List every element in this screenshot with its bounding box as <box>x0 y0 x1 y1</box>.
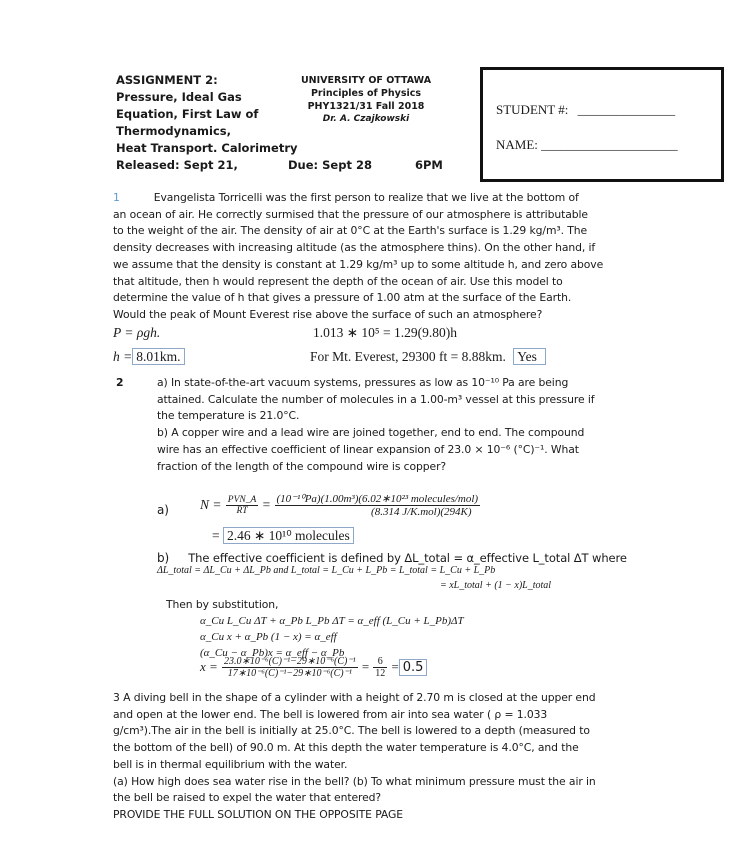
name-row <box>496 137 678 153</box>
substitution-line: α_Cu x + α_Pb (1 − x) = α_eff <box>200 631 337 643</box>
instructor-name: Dr. A. Czajkowski <box>322 114 410 124</box>
assignment-line: Equation, First Law of <box>116 107 259 121</box>
substitution-line: (α_Cu − α_Pb)x = α_eff − α_Pb <box>200 647 345 659</box>
h-answer-row <box>113 349 185 365</box>
problem-text-line: to the weight of the air. The density of air at 0°C at the Earth's surface is 1.29 kg/m³. The <box>113 224 588 238</box>
solution-a-equation: N = $\frac{\text{PVN\_A}}{RT}$ = $\frac{\text{(10⁻¹⁰Pa)(1.00m³)(6.02∗10²³ molecules/mol)}}{\text{(8.314 J/K.mol)(294K)}}$ <box>200 493 479 518</box>
solution-b-row <box>157 547 627 567</box>
six-twelfths-fraction <box>373 656 387 679</box>
x-answer-box: 0.5 <box>399 659 428 676</box>
problem-text-line: the bottom of the bell) of 90.0 m. At this depth the water temperature is 4.0°C, and the <box>113 741 579 755</box>
assignment-line: Pressure, Ideal Gas <box>116 90 242 104</box>
substitution-line: α_Cu L_Cu ΔT + α_Pb L_Pb ΔT = α_eff (L_Cu + L_Pb)ΔT <box>200 615 464 627</box>
assignment-title-block <box>116 72 316 157</box>
fraction-numerator: 23.0∗10⁻⁶(C)⁻¹−29∗10⁻⁶(C)⁻¹ <box>223 656 356 667</box>
h-answer-box: 8.01km. <box>132 348 184 365</box>
everest-text: For Mt. Everest, 29300 ft = 8.88km. <box>310 349 506 364</box>
solution-b-text: The effective coefficient is defined by ΔL_total = α_effective L_total ΔT where <box>188 551 627 565</box>
student-info-box <box>480 67 724 182</box>
instruction-line: PROVIDE THE FULL SOLUTION ON THE OPPOSITE PAGE <box>113 807 404 821</box>
n-lhs: N = <box>200 497 222 512</box>
problem-text-line: (a) How high does sea water rise in the bell? (b) To what minimum pressure must the air in <box>113 774 596 788</box>
solution-b-line: ΔL_total = ΔL_Cu + ΔL_Pb and L_total = L_Cu + L_Pb = L_total = L_Cu + L_Pb <box>157 565 496 576</box>
name-label: NAME: <box>496 137 538 152</box>
formula-pgh: P = ρgh. <box>113 325 161 340</box>
student-number-label: STUDENT #: <box>496 102 569 117</box>
everest-row <box>310 349 546 365</box>
fraction-numerator: 6 <box>373 656 387 668</box>
solution-a-result: = 2.46 ∗ 10¹⁰ molecules <box>212 528 354 544</box>
problem-number: 2 <box>116 376 124 389</box>
problem-3 <box>113 690 653 824</box>
problem-text-line: and open at the lower end. The bell is lowered from air into sea water ( ρ = 1.033 <box>113 707 548 721</box>
course-info <box>296 74 436 126</box>
problem-text-line: an ocean of air. He correctly surmised that the pressure of our atmosphere is attributable <box>113 207 588 221</box>
problem-text-line: bell is in thermal equilibrium with the water. <box>113 757 348 771</box>
molecules-answer-box: 2.46 ∗ 10¹⁰ molecules <box>223 527 354 544</box>
student-number-field[interactable]: _______________ <box>577 102 676 117</box>
x-equation: x = $\frac{\text{23.0∗10⁻⁶(C)⁻¹−29∗10⁻⁶(C)⁻¹}}{\text{17∗10⁻⁶(C)⁻¹−29∗10⁻⁶(C)⁻¹}}$ = $\frac{6}{12}$ = 0.5 <box>200 656 427 679</box>
problem-text-line: density decreases with increasing altitude (as the atmosphere thins). On the other hand, if <box>113 241 596 255</box>
problem-text-line: Would the peak of Mount Everest rise above the surface of such an atmosphere? <box>113 307 543 321</box>
numeric-fraction <box>275 492 481 518</box>
assignment-line: Thermodynamics, <box>116 124 232 138</box>
substitution-steps <box>200 613 464 661</box>
name-field[interactable]: _____________________ <box>541 137 678 152</box>
due-time: 6PM <box>415 158 443 172</box>
fraction-denominator: RT <box>236 505 248 516</box>
student-number-row <box>496 102 675 118</box>
solution-b-line: = xL_total + (1 − x)L_total <box>440 580 552 591</box>
problem-text-line: attained. Calculate the number of molecules in a 1.00-m³ vessel at this pressure if <box>157 392 595 406</box>
problem-1 <box>113 190 643 324</box>
x-fraction <box>222 656 358 679</box>
solution-a-label: a) <box>157 503 169 517</box>
problem-text-line: b) A copper wire and a lead wire are joined together, end to end. The compound <box>157 426 585 440</box>
pvna-fraction <box>226 495 259 516</box>
problem-number: 1 <box>113 191 120 204</box>
substitution-label: Then by substitution, <box>166 598 279 611</box>
assignment-line: ASSIGNMENT 2: <box>116 73 218 87</box>
course-code: PHY1321/31 Fall 2018 <box>307 101 425 112</box>
problem-text-line: the bell be raised to expel the water that entered? <box>113 791 382 805</box>
x-lhs: x = <box>200 659 218 674</box>
fraction-denominator: 12 <box>375 668 386 679</box>
fraction-numerator: (10⁻¹⁰Pa)(1.00m³)(6.02∗10²³ molecules/mol) <box>276 493 479 505</box>
problem-text-line: Evangelista Torricelli was the first person to realize that we live at the bottom of <box>153 191 579 204</box>
problem-text-line: g/cm³).The air in the bell is initially at 25.0°C. The bell is lowered to a depth (measured to <box>113 724 590 738</box>
problem-text-line: fraction of the length of the compound wire is copper? <box>157 459 447 473</box>
assignment-line: Heat Transport. Calorimetry <box>116 141 298 155</box>
problem-text-line: determine the value of h that gives a pressure of 1.00 atm at the surface of the Earth. <box>113 291 572 305</box>
fraction-denominator: (8.314 J/K.mol)(294K) <box>371 506 472 518</box>
fraction-numerator: PVN_A <box>227 494 257 505</box>
h-label: h = <box>113 349 133 364</box>
equation-pressure: 1.013 ∗ 10⁵ = 1.29(9.80)h <box>313 325 457 340</box>
fraction-denominator: 17∗10⁻⁶(C)⁻¹−29∗10⁻⁶(C)⁻¹ <box>227 668 352 679</box>
released-date: Released: Sept 21, <box>116 158 238 172</box>
everest-answer-box: Yes <box>513 348 546 365</box>
problem-text-line: the temperature is 21.0°C. <box>157 409 300 423</box>
course-name: Principles of Physics <box>310 88 422 99</box>
university-name: UNIVERSITY OF OTTAWA <box>300 75 432 86</box>
problem-text-line: 3 A diving bell in the shape of a cylinder with a height of 2.70 m is closed at the upper end <box>113 691 596 704</box>
problem-text-line: a) In state-of-the-art vacuum systems, pressures as low as 10⁻¹⁰ Pa are being <box>157 376 569 389</box>
problem-text-line: that altitude, then h would represent the depth of the ocean of air. Use this model to <box>113 274 563 288</box>
problem-2-text <box>157 375 637 475</box>
due-date: Due: Sept 28 <box>288 158 372 172</box>
solution-b-label: b) <box>157 551 170 565</box>
problem-text-line: wire has an effective coefficient of linear expansion of 23.0 × 10⁻⁶ (°C)⁻¹. What <box>157 442 579 456</box>
problem-text-line: we assume that the density is constant at 1.29 kg/m³ up to some altitude h, and zero above <box>113 257 604 271</box>
